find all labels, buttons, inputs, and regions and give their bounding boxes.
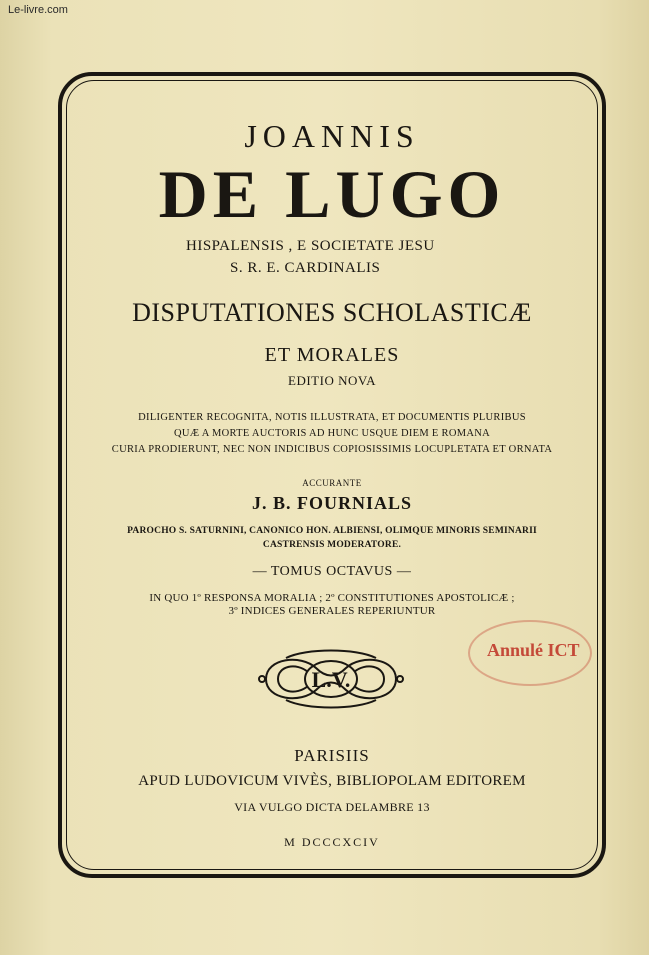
publisher-monogram-icon [256,646,406,712]
author-affiliation: HISPALENSIS , E SOCIETATE JESU [186,238,435,254]
work-subtitle: ET MORALES [264,344,400,366]
volume-contents: IN QUO 1º RESPONSA MORALIA ; 2º CONSTITUTIONES APOSTOLICÆ ; [149,592,515,604]
editor-detail: CASTRENSIS MODERATORE. [262,540,402,550]
editor-name: J. B. FOURNIALS [251,493,413,513]
edition-label: EDITIO NOVA [288,373,376,388]
work-title: DISPUTATIONES SCHOLASTICÆ [132,298,532,327]
imprint-year: M DCCCXCIV [284,835,380,849]
description-line: QUÆ A MORTE AUCTORIS AD HUNC USQUE DIEM E ROMANA [173,428,491,439]
author-last-name: DE LUGO [158,156,506,232]
imprint-address: VIA VULGO DICTA DELAMBRE 13 [234,800,430,814]
volume-contents: 3º INDICES GENERALES REPERIUNTUR [228,605,436,617]
imprint-publisher: APUD LUDOVICUM VIVÈS, BIBLIOPOLAM EDITOREM [138,773,526,789]
monogram-text: L.V. [311,667,351,692]
editor-detail: PAROCHO S. SATURNINI, CANONICO HON. ALBIENSI, OLIMQUE MINORIS SEMINARII [127,526,537,536]
volume-number: — TOMUS OCTAVUS — [252,564,412,579]
cancel-stamp: Annulé ICT [487,640,580,660]
imprint-city: PARISIIS [294,746,370,765]
description-line: DILIGENTER RECOGNITA, NOTIS ILLUSTRATA, ET DOCUMENTIS PLURIBUS [138,412,526,423]
description-line: CURIA PRODIERUNT, NEC NON INDICIBUS COPIOSISSIMIS LOCUPLETATA ET ORNATA [111,444,553,455]
site-watermark: Le-livre.com [8,4,68,16]
author-title: S. R. E. CARDINALIS [230,260,381,276]
editor-label: ACCURANTE [302,478,362,488]
author-first-name: JOANNIS [244,118,420,154]
